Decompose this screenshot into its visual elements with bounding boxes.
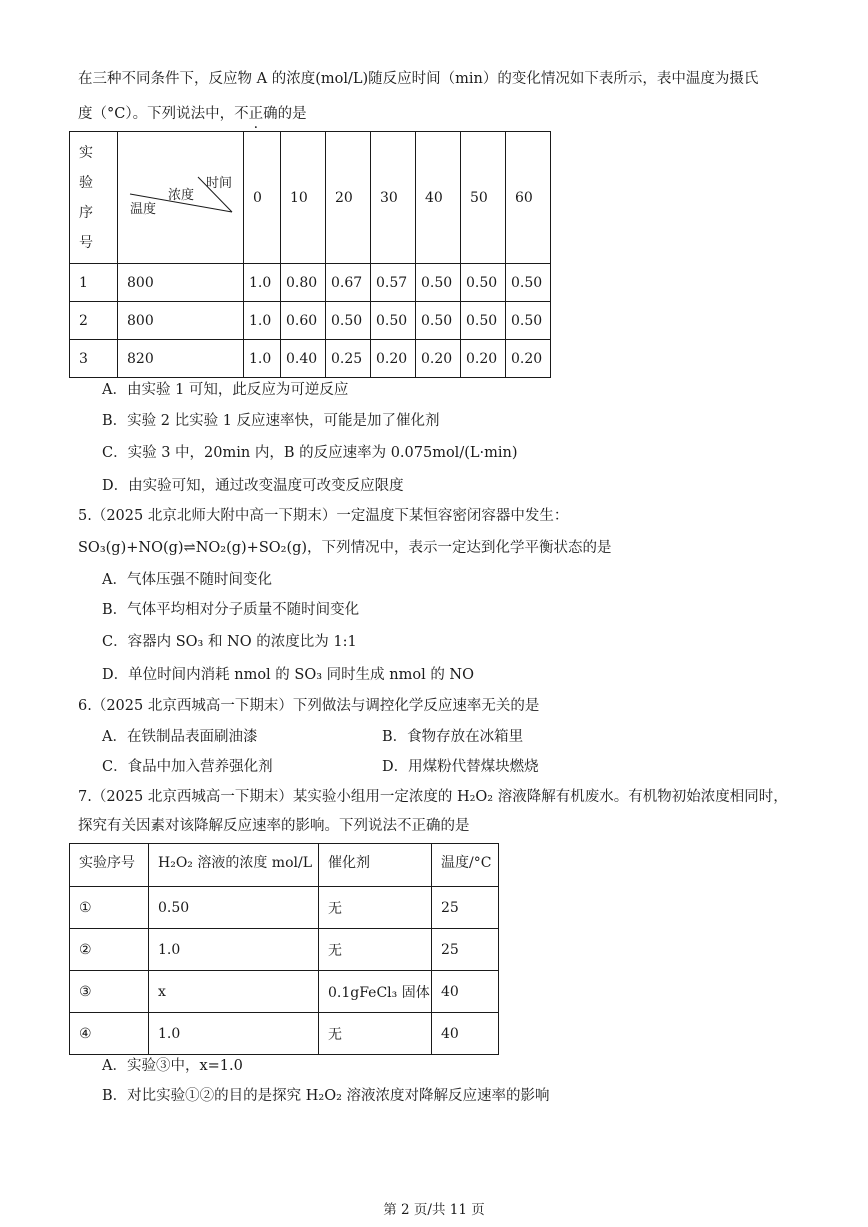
q5-stem: 5.（2025 北京北师大附中高一下期末）一定温度下某恒容密闭容器中发生： [78, 508, 569, 524]
q4-intro-line1: 在三种不同条件下，反应物 A 的浓度(mol/L)随反应时间（min）的变化情况如下表所示，表中温度为摄氏 [78, 71, 759, 87]
q4-option-b: B．实验 2 比实验 1 反应速率快，可能是加了催化剂 [102, 413, 440, 429]
header-cell: 温度/°C [432, 844, 499, 887]
q4-option-a: A．由实验 1 可知，此反应为可逆反应 [102, 382, 349, 398]
q6-option-b: B．食物存放在冰箱里 [382, 729, 524, 745]
table-row [70, 264, 551, 302]
q4-option-c: C．实验 3 中，20min 内，B 的反应速率为 0.075mol/(L·min) [102, 445, 518, 461]
q5-option-a: A．气体压强不随时间变化 [102, 572, 272, 588]
cell-value: 0.60 [281, 302, 326, 340]
table-header-row [70, 844, 499, 887]
cell-temp: 800 [118, 264, 244, 302]
cell-value: 0.40 [281, 340, 326, 378]
cell: 25 [432, 887, 499, 929]
header-cell: 催化剂 [319, 844, 432, 887]
diag-label-time: 时间 [206, 176, 233, 191]
q7-option-a: A．实验③中，x=1.0 [102, 1058, 243, 1074]
cell: 0.1gFeCl₃ 固体 [319, 971, 432, 1013]
q7-data-table [69, 843, 499, 1055]
diag-label-temp: 温度 [130, 202, 157, 217]
q4-data-table [69, 131, 551, 378]
cell: ① [70, 887, 149, 929]
cell-id: 3 [70, 340, 118, 378]
table-row [70, 1013, 499, 1055]
cell-value: 0.50 [416, 264, 461, 302]
time-header: 50 [461, 132, 506, 264]
q7-stem-line1: 7.（2025 北京西城高一下期末）某实验小组用一定浓度的 H₂O₂ 溶液降解有机废水。有机物初始浓度相同时， [78, 789, 788, 805]
diag-label-conc: 浓度 [168, 188, 195, 203]
time-header: 10 [281, 132, 326, 264]
cell-id: 1 [70, 264, 118, 302]
time-header: 40 [416, 132, 461, 264]
cell: 无 [319, 887, 432, 929]
cell: 1.0 [149, 1013, 319, 1055]
q5-option-b: B．气体平均相对分子质量不随时间变化 [102, 602, 360, 618]
q6-option-d: D．用煤粉代替煤块燃烧 [382, 759, 539, 775]
q5-equation: SO₃(g)+NO(g)⇌NO₂(g)+SO₂(g)，下列情况中，表示一定达到化学平衡状态的是 [78, 540, 612, 556]
q4-intro-c: 的是 [277, 106, 307, 122]
cell-value: 0.20 [416, 340, 461, 378]
q7-stem-line2: 探究有关因素对该降解反应速率的影响。下列说法不正确的是 [78, 818, 470, 834]
q6-option-c: C．食品中加入营养强化剂 [102, 759, 273, 775]
table-row [70, 971, 499, 1013]
cell-temp: 820 [118, 340, 244, 378]
time-header: 60 [506, 132, 551, 264]
cell: 0.50 [149, 887, 319, 929]
header-diagonal-cell [118, 132, 244, 264]
header-exp-number: 实 验 序 号 [70, 132, 118, 264]
cell-value: 1.0 [244, 264, 281, 302]
q4-option-d: D．由实验可知，通过改变温度可改变反应限度 [102, 478, 404, 494]
table-row [70, 302, 551, 340]
cell-value: 0.20 [506, 340, 551, 378]
cell-value: 0.57 [371, 264, 416, 302]
cell: x [149, 971, 319, 1013]
cell-value: 0.67 [326, 264, 371, 302]
cell: 40 [432, 971, 499, 1013]
q5-option-c: C．容器内 SO₃ 和 NO 的浓度比为 1:1 [102, 634, 357, 650]
header-cell: 实验序号 [70, 844, 149, 887]
cell-value: 0.80 [281, 264, 326, 302]
header-cell: H₂O₂ 溶液的浓度 mol/L [149, 844, 319, 887]
time-header: 30 [371, 132, 416, 264]
q6-option-a: A．在铁制品表面刷油漆 [102, 729, 258, 745]
cell: ② [70, 929, 149, 971]
q4-intro-a: 度（°C）。下列说法中， [78, 106, 235, 122]
cell-value: 1.0 [244, 302, 281, 340]
cell-value: 0.20 [371, 340, 416, 378]
page-footer: 第 2 页/共 11 页 [383, 1202, 485, 1218]
cell: ③ [70, 971, 149, 1013]
cell-value: 0.20 [461, 340, 506, 378]
cell: 1.0 [149, 929, 319, 971]
cell-value: 0.50 [461, 264, 506, 302]
q6-stem: 6.（2025 北京西城高一下期末）下列做法与调控化学反应速率无关的是 [78, 698, 540, 714]
q4-intro-line2 [78, 104, 307, 124]
time-header: 0 [244, 132, 281, 264]
cell: ④ [70, 1013, 149, 1055]
cell: 无 [319, 1013, 432, 1055]
cell-value: 0.50 [326, 302, 371, 340]
cell: 40 [432, 1013, 499, 1055]
cell-value: 0.50 [371, 302, 416, 340]
cell-id: 2 [70, 302, 118, 340]
cell-temp: 800 [118, 302, 244, 340]
cell-value: 1.0 [244, 340, 281, 378]
cell-value: 0.50 [506, 302, 551, 340]
cell-value: 0.50 [506, 264, 551, 302]
cell: 无 [319, 929, 432, 971]
cell-value: 0.25 [326, 340, 371, 378]
cell: 25 [432, 929, 499, 971]
time-header: 20 [326, 132, 371, 264]
q5-option-d: D．单位时间内消耗 nmol 的 SO₃ 同时生成 nmol 的 NO [102, 667, 475, 683]
q4-intro-emphasis: 不正确 [234, 106, 278, 122]
table-row [70, 340, 551, 378]
q7-option-b: B．对比实验①②的目的是探究 H₂O₂ 溶液浓度对降解反应速率的影响 [102, 1088, 550, 1104]
table-row [70, 887, 499, 929]
cell-value: 0.50 [416, 302, 461, 340]
table-row [70, 929, 499, 971]
cell-value: 0.50 [461, 302, 506, 340]
